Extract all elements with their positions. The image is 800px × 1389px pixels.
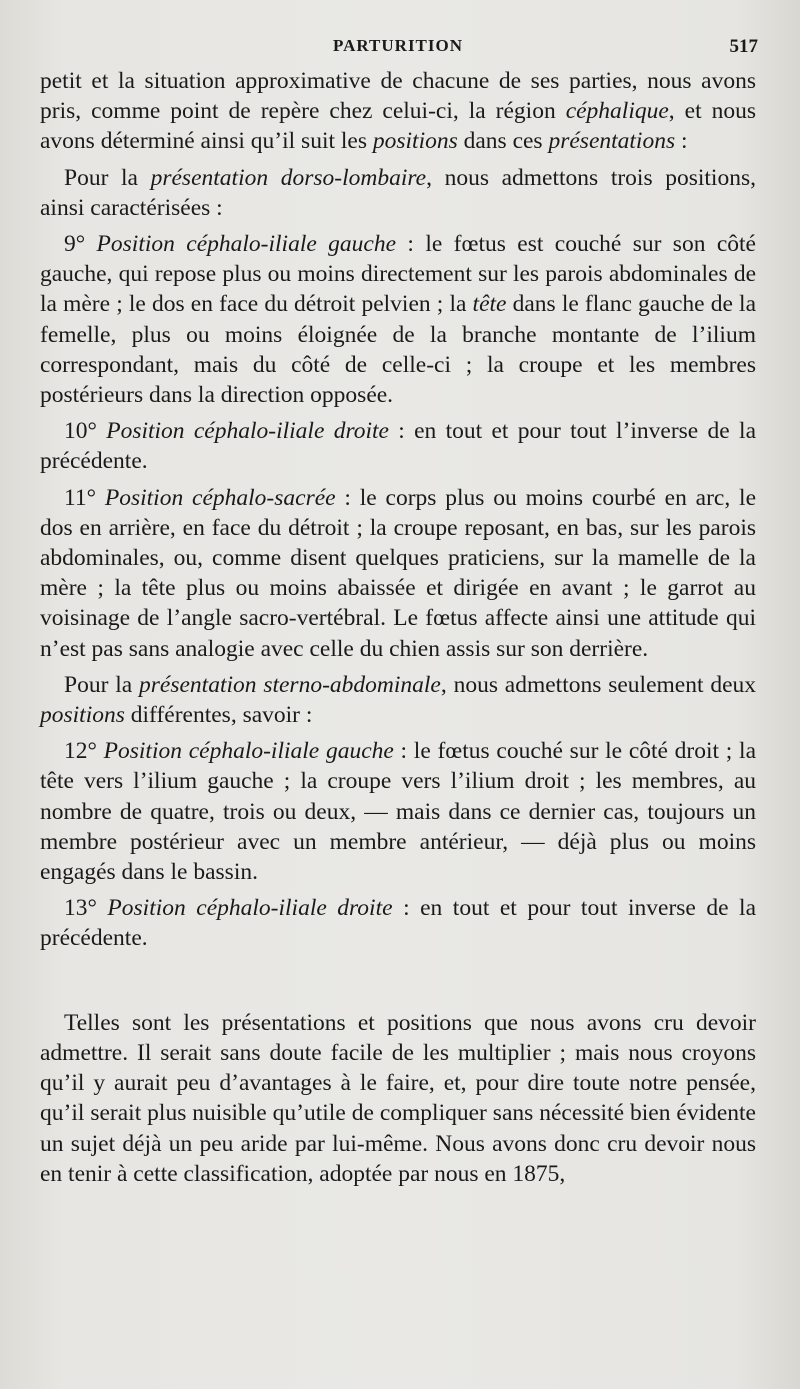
emphasis-presentations: présentations [548, 128, 676, 155]
position-13-text: : en tout et pour tout inverse de la précédente. [40, 895, 756, 952]
position-12-title: Position céphalo-iliale gauche [103, 738, 394, 765]
body-text [40, 66, 756, 1189]
paragraph-conclusion [40, 1008, 756, 1189]
position-11-number: 11° [64, 484, 97, 511]
paragraph-conclusion-text: Telles sont les présentations et positions que nous avons cru devoir admettre. Il serait sans doute facile de les multiplier ; mais nous croyons qu’il y aurait peu d’avantages à le faire, et, pour dire toute notre pensée, qu’il serait plus nuisible qu’utile de compliquer sans nécessité bien évidente un sujet déjà un peu aride par lui-même. Nous avons donc cru devoir nous en tenir à cette classification, adoptée par nous en 1875, [40, 1009, 756, 1187]
position-11-text: : le corps plus ou moins courbé en arc, le dos en arrière, en face du détroit ; la croupe reposant, en bas, sur les parois abdominales, ou, comme disent quelques praticiens, sur la mamelle de la mère ; la tête plus ou moins abaissée et dirigée en avant ; le garrot au voisinage de l’angle sacro-vertébral. Le fœtus affecte ainsi une attitude qui n’est pas sans analogie avec celle du chien assis sur son derrière. [40, 484, 757, 662]
position-9-text-2: dans le flanc gauche de la femelle, plus ou moins éloignée de la branche montante de l’ilium correspondant, mais du côté de celle-ci ; la croupe et les membres postérieurs dans la direction opposée. [40, 291, 756, 409]
position-10-title: Position céphalo-iliale droite [106, 418, 389, 445]
paragraph-intro-text-4: : [675, 128, 688, 155]
emphasis-positions: positions [372, 128, 458, 155]
paragraph-sterno-text-2: , nous admettons seulement deux [440, 671, 756, 698]
position-12-text: : le fœtus couché sur le côté droit ; la tête vers l’ilium gauche ; la croupe vers l’ilium droit ; les membres, au nombre de quatre, trois ou deux, — mais dans ce dernier cas, toujours un membre postérieur avec un membre antérieur, — déjà plus ou moins engagés dans le bassin. [40, 738, 757, 886]
position-9-text: : le fœtus est couché sur son côté gauche, qui repose plus ou moins directement sur les parois abdominales de la mère ; le dos en face du détroit pelvien ; la [40, 231, 756, 318]
running-header [40, 30, 756, 66]
running-title: PARTURITION [332, 36, 464, 55]
position-9 [40, 229, 756, 410]
paragraph-intro-text-2: , et nous avons déterminé ainsi qu’il suit les [40, 98, 756, 155]
page-number: 517 [729, 36, 758, 57]
position-13-title: Position céphalo-iliale droite [107, 895, 393, 922]
emphasis-positions-2: positions [40, 702, 125, 729]
emphasis-tete: tête [472, 291, 507, 318]
paragraph-intro-text: petit et la situation approximative de chacune de ses parties, nous avons pris, comme point de repère chez celui-ci, la région [40, 68, 756, 125]
paragraph-intro [40, 66, 756, 157]
paragraph-dorso-text: Pour la [64, 164, 151, 191]
position-10 [40, 416, 756, 476]
emphasis-sterno-abdominale: présentation sterno-abdominale [139, 671, 441, 698]
position-13 [40, 893, 756, 953]
position-10-text: : en tout et pour tout l’inverse de la précédente. [40, 418, 756, 475]
position-9-number: 9° [64, 231, 86, 258]
position-13-number: 13° [64, 895, 97, 922]
paragraph-intro-text-3: dans ces [457, 128, 549, 155]
position-11-title: Position céphalo-sacrée [104, 484, 336, 511]
position-12-number: 12° [64, 738, 97, 765]
position-10-number: 10° [64, 418, 97, 445]
paragraph-sterno-text-3: différentes, savoir : [124, 702, 313, 729]
emphasis-cephalique: céphalique [565, 98, 669, 125]
paragraph-sterno-text: Pour la [64, 671, 140, 698]
position-9-title: Position céphalo-iliale gauche [96, 231, 397, 258]
position-11 [40, 483, 756, 664]
position-12 [40, 736, 756, 887]
paragraph-dorso-lombaire [40, 163, 756, 223]
paragraph-sterno-abdominale [40, 670, 756, 730]
emphasis-dorso-lombaire: présentation dorso-lombaire [150, 164, 427, 191]
paragraph-dorso-text-2: , nous admettons trois positions, ainsi caractérisées : [40, 164, 756, 221]
